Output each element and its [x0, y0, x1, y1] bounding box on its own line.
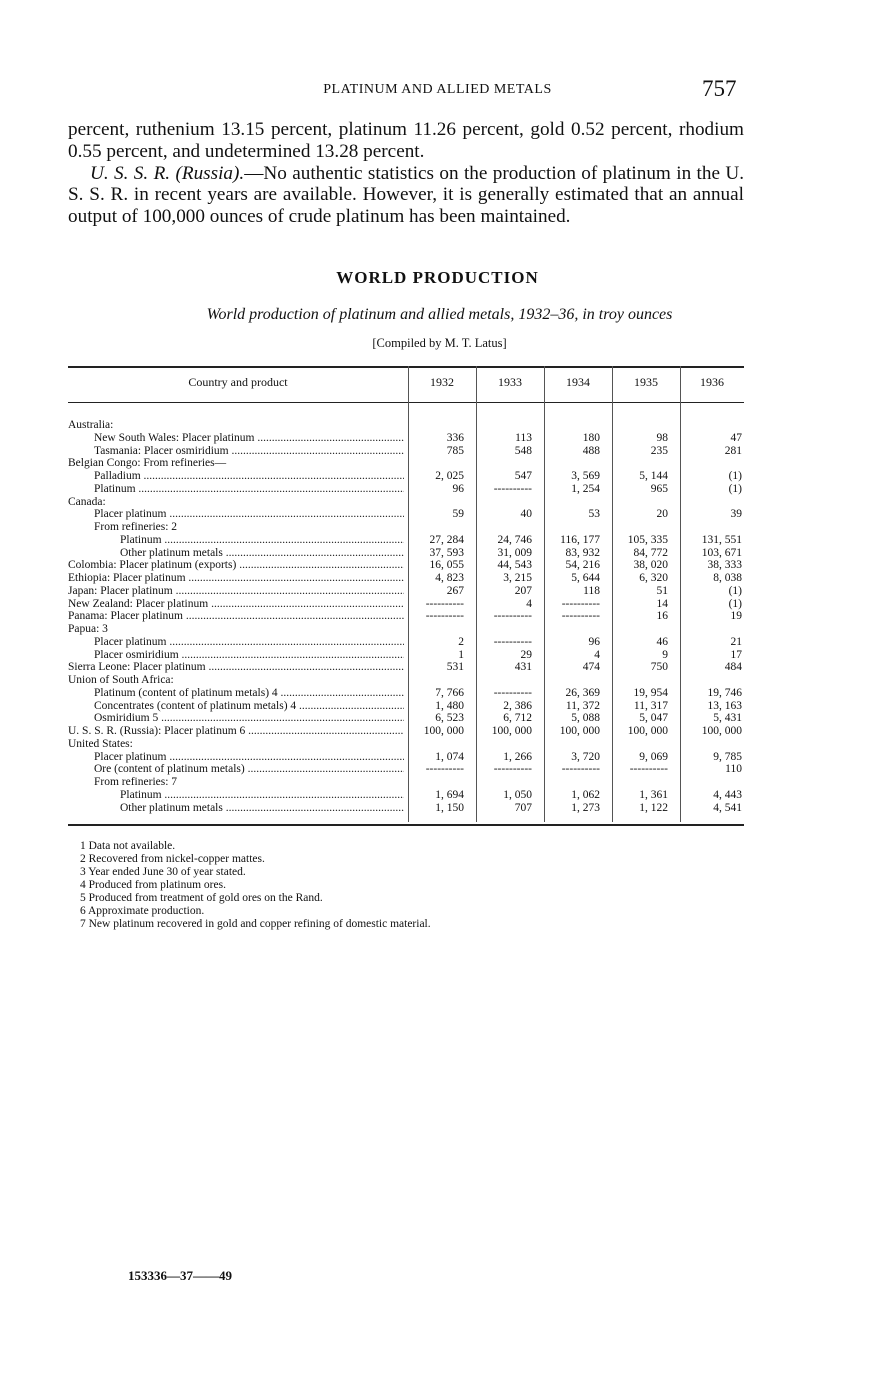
row-label: Tasmania: Placer osmiridium ..... — [68, 445, 404, 458]
table-row — [68, 419, 744, 432]
row-label: Platinum ..... — [68, 789, 404, 802]
row-value: 4 — [594, 648, 600, 661]
row-label: Union of South Africa: — [68, 674, 174, 686]
row-value: 4, 541 — [713, 801, 742, 814]
row-value: 100, 000 — [491, 725, 532, 737]
row-value: 1, 266 — [503, 750, 532, 763]
row-label: New South Wales: Placer platinum ..... — [68, 432, 404, 445]
row-value: 336 — [446, 431, 464, 444]
row-label: From refineries: 7 — [94, 776, 178, 788]
row-label: Platinum ..... — [68, 483, 404, 496]
table-row — [68, 802, 744, 815]
row-value: 100, 000 — [559, 725, 600, 737]
row-value: 531 — [446, 661, 464, 674]
row-value: 1, 694 — [435, 788, 464, 801]
row-label: Australia: — [68, 419, 114, 431]
table-row — [68, 674, 744, 687]
row-value: 267 — [446, 584, 464, 597]
row-value: 100, 000 — [627, 725, 668, 737]
row-value: 16 — [656, 610, 668, 623]
row-value: 19 — [730, 610, 742, 623]
row-value: 47 — [730, 431, 742, 444]
row-value: 17 — [730, 648, 742, 661]
section-heading: WORLD PRODUCTION — [336, 268, 539, 287]
ussr-text: —No authentic statistics on the production of platinum in the U. S. S. R. in recent years are available. However, it is generally estimated that an annual output of 100,000 ounces of crude platinum has been maintained. — [68, 162, 745, 228]
row-value: 1, 050 — [503, 788, 532, 801]
row-value: 21 — [730, 635, 742, 648]
row-value: 53 — [588, 508, 600, 521]
row-value: 1, 062 — [571, 788, 600, 801]
row-value: 707 — [514, 801, 532, 814]
row-label: Canada: — [68, 495, 106, 508]
row-label: U. S. S. R. (Russia): Placer platinum 6 ..... — [68, 725, 404, 738]
row-value: 207 — [514, 584, 532, 597]
table-row — [68, 547, 744, 560]
row-value: 2, 025 — [435, 470, 464, 482]
table-top-rule — [68, 366, 744, 368]
column-header-year: 1936 — [700, 375, 724, 389]
row-label: Sierra Leone: Placer platinum ..... — [68, 661, 404, 674]
row-value: 1, 074 — [435, 750, 464, 763]
table-bottom-rule — [68, 824, 744, 826]
table-row — [68, 496, 744, 509]
running-title: PLATINUM AND ALLIED METALS — [323, 82, 552, 97]
table-row — [68, 725, 744, 738]
footnote: 2 Recovered from nickel-copper mattes. — [80, 853, 265, 865]
table-row — [68, 661, 744, 674]
row-label: Placer platinum ..... — [68, 751, 404, 764]
row-value: 5, 088 — [571, 712, 600, 725]
row-label: Panama: Placer platinum ..... — [68, 610, 404, 623]
page-number: 757 — [702, 76, 737, 101]
row-value: 31, 009 — [497, 546, 532, 559]
row-label: Papua: 3 — [68, 623, 108, 635]
footnote: 1 Data not available. — [80, 840, 176, 852]
row-value: 235 — [650, 444, 668, 457]
row-value: 40 — [520, 508, 532, 521]
row-value: 5, 431 — [713, 712, 742, 725]
row-value: ---------- — [493, 686, 532, 699]
row-value: ---------- — [493, 635, 532, 648]
column-header-year: 1933 — [498, 375, 522, 389]
row-value: 9 — [662, 648, 668, 661]
row-label: Placer osmiridium ..... — [68, 649, 404, 662]
row-value: 37, 593 — [429, 546, 464, 559]
row-label: Belgian Congo: From refineries— — [68, 457, 227, 470]
row-value: 488 — [582, 444, 600, 457]
table-row — [68, 508, 744, 521]
header-rule — [68, 402, 744, 403]
row-value: ---------- — [425, 597, 464, 610]
row-label: Platinum ..... — [68, 534, 404, 547]
row-value: 6, 712 — [503, 712, 532, 725]
row-value: 2, 386 — [503, 699, 532, 712]
row-value: 431 — [514, 661, 532, 674]
row-label: Concentrates (content of platinum metals) 4 ..... — [68, 700, 404, 713]
row-value: (1) — [728, 470, 742, 482]
table-row — [68, 457, 744, 470]
row-value: 84, 772 — [633, 546, 668, 559]
row-value: (1) — [728, 597, 742, 610]
row-value: 39 — [730, 508, 742, 521]
row-value: 6, 320 — [639, 572, 668, 584]
row-value: 484 — [724, 661, 742, 674]
row-value: 54, 216 — [565, 559, 600, 572]
row-value: 4, 823 — [435, 572, 464, 584]
row-value: 100, 000 — [701, 725, 742, 737]
row-value: 965 — [650, 482, 668, 495]
row-value: 7, 766 — [435, 686, 464, 699]
row-value: 38, 020 — [633, 559, 668, 572]
row-value: 180 — [582, 431, 600, 444]
row-label: Osmiridium 5 ..... — [68, 712, 404, 725]
row-label: Placer platinum ..... — [68, 508, 404, 521]
footer-code: 153336—37——49 — [128, 1268, 232, 1283]
row-value: 4 — [526, 597, 532, 610]
row-value: ---------- — [425, 610, 464, 623]
row-value: ---------- — [493, 610, 532, 623]
table-row — [68, 751, 744, 764]
row-value: ---------- — [493, 763, 532, 776]
row-label: New Zealand: Placer platinum ..... — [68, 598, 404, 611]
row-value: ---------- — [561, 763, 600, 776]
row-value: 14 — [656, 597, 668, 610]
ussr-lead: U. S. S. R. (Russia). — [90, 162, 245, 184]
row-label: United States: — [68, 737, 133, 750]
row-value: ---------- — [425, 763, 464, 776]
row-value: 113 — [515, 431, 532, 444]
row-value: 474 — [582, 661, 600, 674]
row-value: 1 — [458, 648, 464, 661]
row-value: 3, 569 — [571, 470, 600, 482]
body-text — [68, 119, 744, 228]
row-value: 110 — [725, 763, 742, 776]
row-value: 1, 361 — [639, 788, 668, 801]
column-header-year: 1932 — [430, 375, 454, 389]
footnote: 7 New platinum recovered in gold and copper refining of domestic material. — [80, 918, 431, 930]
row-label: Platinum (content of platinum metals) 4 ..... — [68, 687, 404, 700]
row-label: Colombia: Placer platinum (exports) ..... — [68, 559, 404, 572]
row-value: 4, 443 — [713, 788, 742, 801]
row-value: ---------- — [493, 482, 532, 495]
row-value: 96 — [452, 482, 464, 495]
footnote: 5 Produced from treatment of gold ores on the Rand. — [80, 892, 323, 904]
row-value: (1) — [728, 482, 742, 495]
footnote: 6 Approximate production. — [80, 905, 205, 917]
row-label: Placer platinum ..... — [68, 636, 404, 649]
row-value: 100, 000 — [423, 725, 464, 737]
row-value: 51 — [656, 584, 668, 597]
table-row — [68, 763, 744, 776]
row-value: ---------- — [561, 597, 600, 610]
row-value: 29 — [520, 648, 532, 661]
paragraph-2 — [68, 163, 744, 228]
table-row — [68, 470, 744, 483]
table-row — [68, 585, 744, 598]
row-value: 547 — [514, 470, 532, 482]
row-value: 98 — [656, 431, 668, 444]
row-value: 96 — [588, 635, 600, 648]
table-row — [68, 432, 744, 445]
row-value: 548 — [514, 444, 532, 457]
row-value: 105, 335 — [627, 533, 668, 546]
row-value: 118 — [583, 584, 600, 597]
row-value: 24, 746 — [497, 533, 532, 546]
row-value: 6, 523 — [435, 712, 464, 725]
row-value: 3, 720 — [571, 750, 600, 763]
footnote: 3 Year ended June 30 of year stated. — [80, 866, 246, 878]
row-label: Palladium ..... — [68, 470, 404, 483]
row-value: 19, 746 — [707, 686, 742, 699]
row-value: 38, 333 — [707, 559, 742, 572]
column-header-year: 1934 — [566, 375, 590, 389]
row-value: 59 — [452, 508, 464, 521]
table-row — [68, 636, 744, 649]
row-value: 1, 273 — [571, 801, 600, 814]
row-value: 83, 932 — [565, 546, 600, 559]
table-row — [68, 789, 744, 802]
paragraph-1: percent, ruthenium 13.15 percent, platinum 11.26 percent, gold 0.52 percent, rhodium 0.55 percent, and undetermined 13.28 percent. — [68, 119, 744, 162]
row-value: 1, 480 — [435, 699, 464, 712]
row-label: Ethiopia: Placer platinum ..... — [68, 572, 404, 585]
table-caption: World production of platinum and allied metals, 1932–36, in troy ounces — [206, 306, 673, 323]
row-value: 103, 671 — [701, 546, 742, 559]
table-row — [68, 687, 744, 700]
table-row — [68, 598, 744, 611]
row-value: 9, 069 — [639, 750, 668, 763]
row-value: 9, 785 — [713, 750, 742, 763]
row-value: 785 — [446, 444, 464, 457]
table-row — [68, 445, 744, 458]
row-value: 11, 372 — [565, 699, 600, 712]
row-value: 27, 284 — [429, 533, 464, 546]
row-value: 116, 177 — [560, 533, 600, 546]
row-label: Ore (content of platinum metals) ..... — [68, 763, 404, 776]
table-row — [68, 623, 744, 636]
row-value: 26, 369 — [565, 686, 600, 699]
row-value: 1, 122 — [639, 801, 668, 814]
row-value: (1) — [728, 584, 742, 597]
table-row — [68, 700, 744, 713]
row-value: 2 — [458, 635, 464, 648]
row-value: 20 — [656, 508, 668, 521]
table-row — [68, 521, 744, 534]
table-row — [68, 483, 744, 496]
table-row — [68, 534, 744, 547]
column-header-year: 1935 — [634, 375, 658, 389]
row-value: 281 — [724, 444, 742, 457]
row-value: 19, 954 — [633, 686, 668, 699]
row-value: 16, 055 — [429, 559, 464, 572]
row-value: 131, 551 — [701, 533, 742, 546]
table-row — [68, 572, 744, 585]
row-value: 46 — [656, 635, 668, 648]
row-value: 1, 254 — [571, 482, 600, 495]
row-label: Other platinum metals ..... — [68, 802, 404, 815]
table-row — [68, 649, 744, 662]
footnote: 4 Produced from platinum ores. — [80, 879, 226, 891]
row-label: From refineries: 2 — [94, 521, 178, 533]
row-value: 5, 047 — [639, 712, 668, 725]
row-value: 5, 144 — [639, 470, 668, 482]
table-row — [68, 712, 744, 725]
row-value: 3, 215 — [503, 572, 532, 584]
table-row — [68, 559, 744, 572]
row-value: 8, 038 — [713, 572, 742, 584]
row-label: Other platinum metals ..... — [68, 547, 404, 560]
row-value: 44, 543 — [497, 559, 532, 572]
column-header-country: Country and product — [188, 375, 288, 389]
row-value: 1, 150 — [435, 801, 464, 814]
row-value: 5, 644 — [571, 572, 600, 584]
row-value: ---------- — [561, 610, 600, 623]
row-value: 13, 163 — [707, 699, 742, 712]
row-label: Japan: Placer platinum ..... — [68, 585, 404, 598]
table-row — [68, 776, 744, 789]
row-value: 750 — [650, 661, 668, 674]
table-row — [68, 610, 744, 623]
compiler-note: [Compiled by M. T. Latus] — [372, 336, 507, 350]
table-row — [68, 738, 744, 751]
row-value: 11, 317 — [633, 699, 668, 712]
row-value: ---------- — [629, 763, 668, 776]
